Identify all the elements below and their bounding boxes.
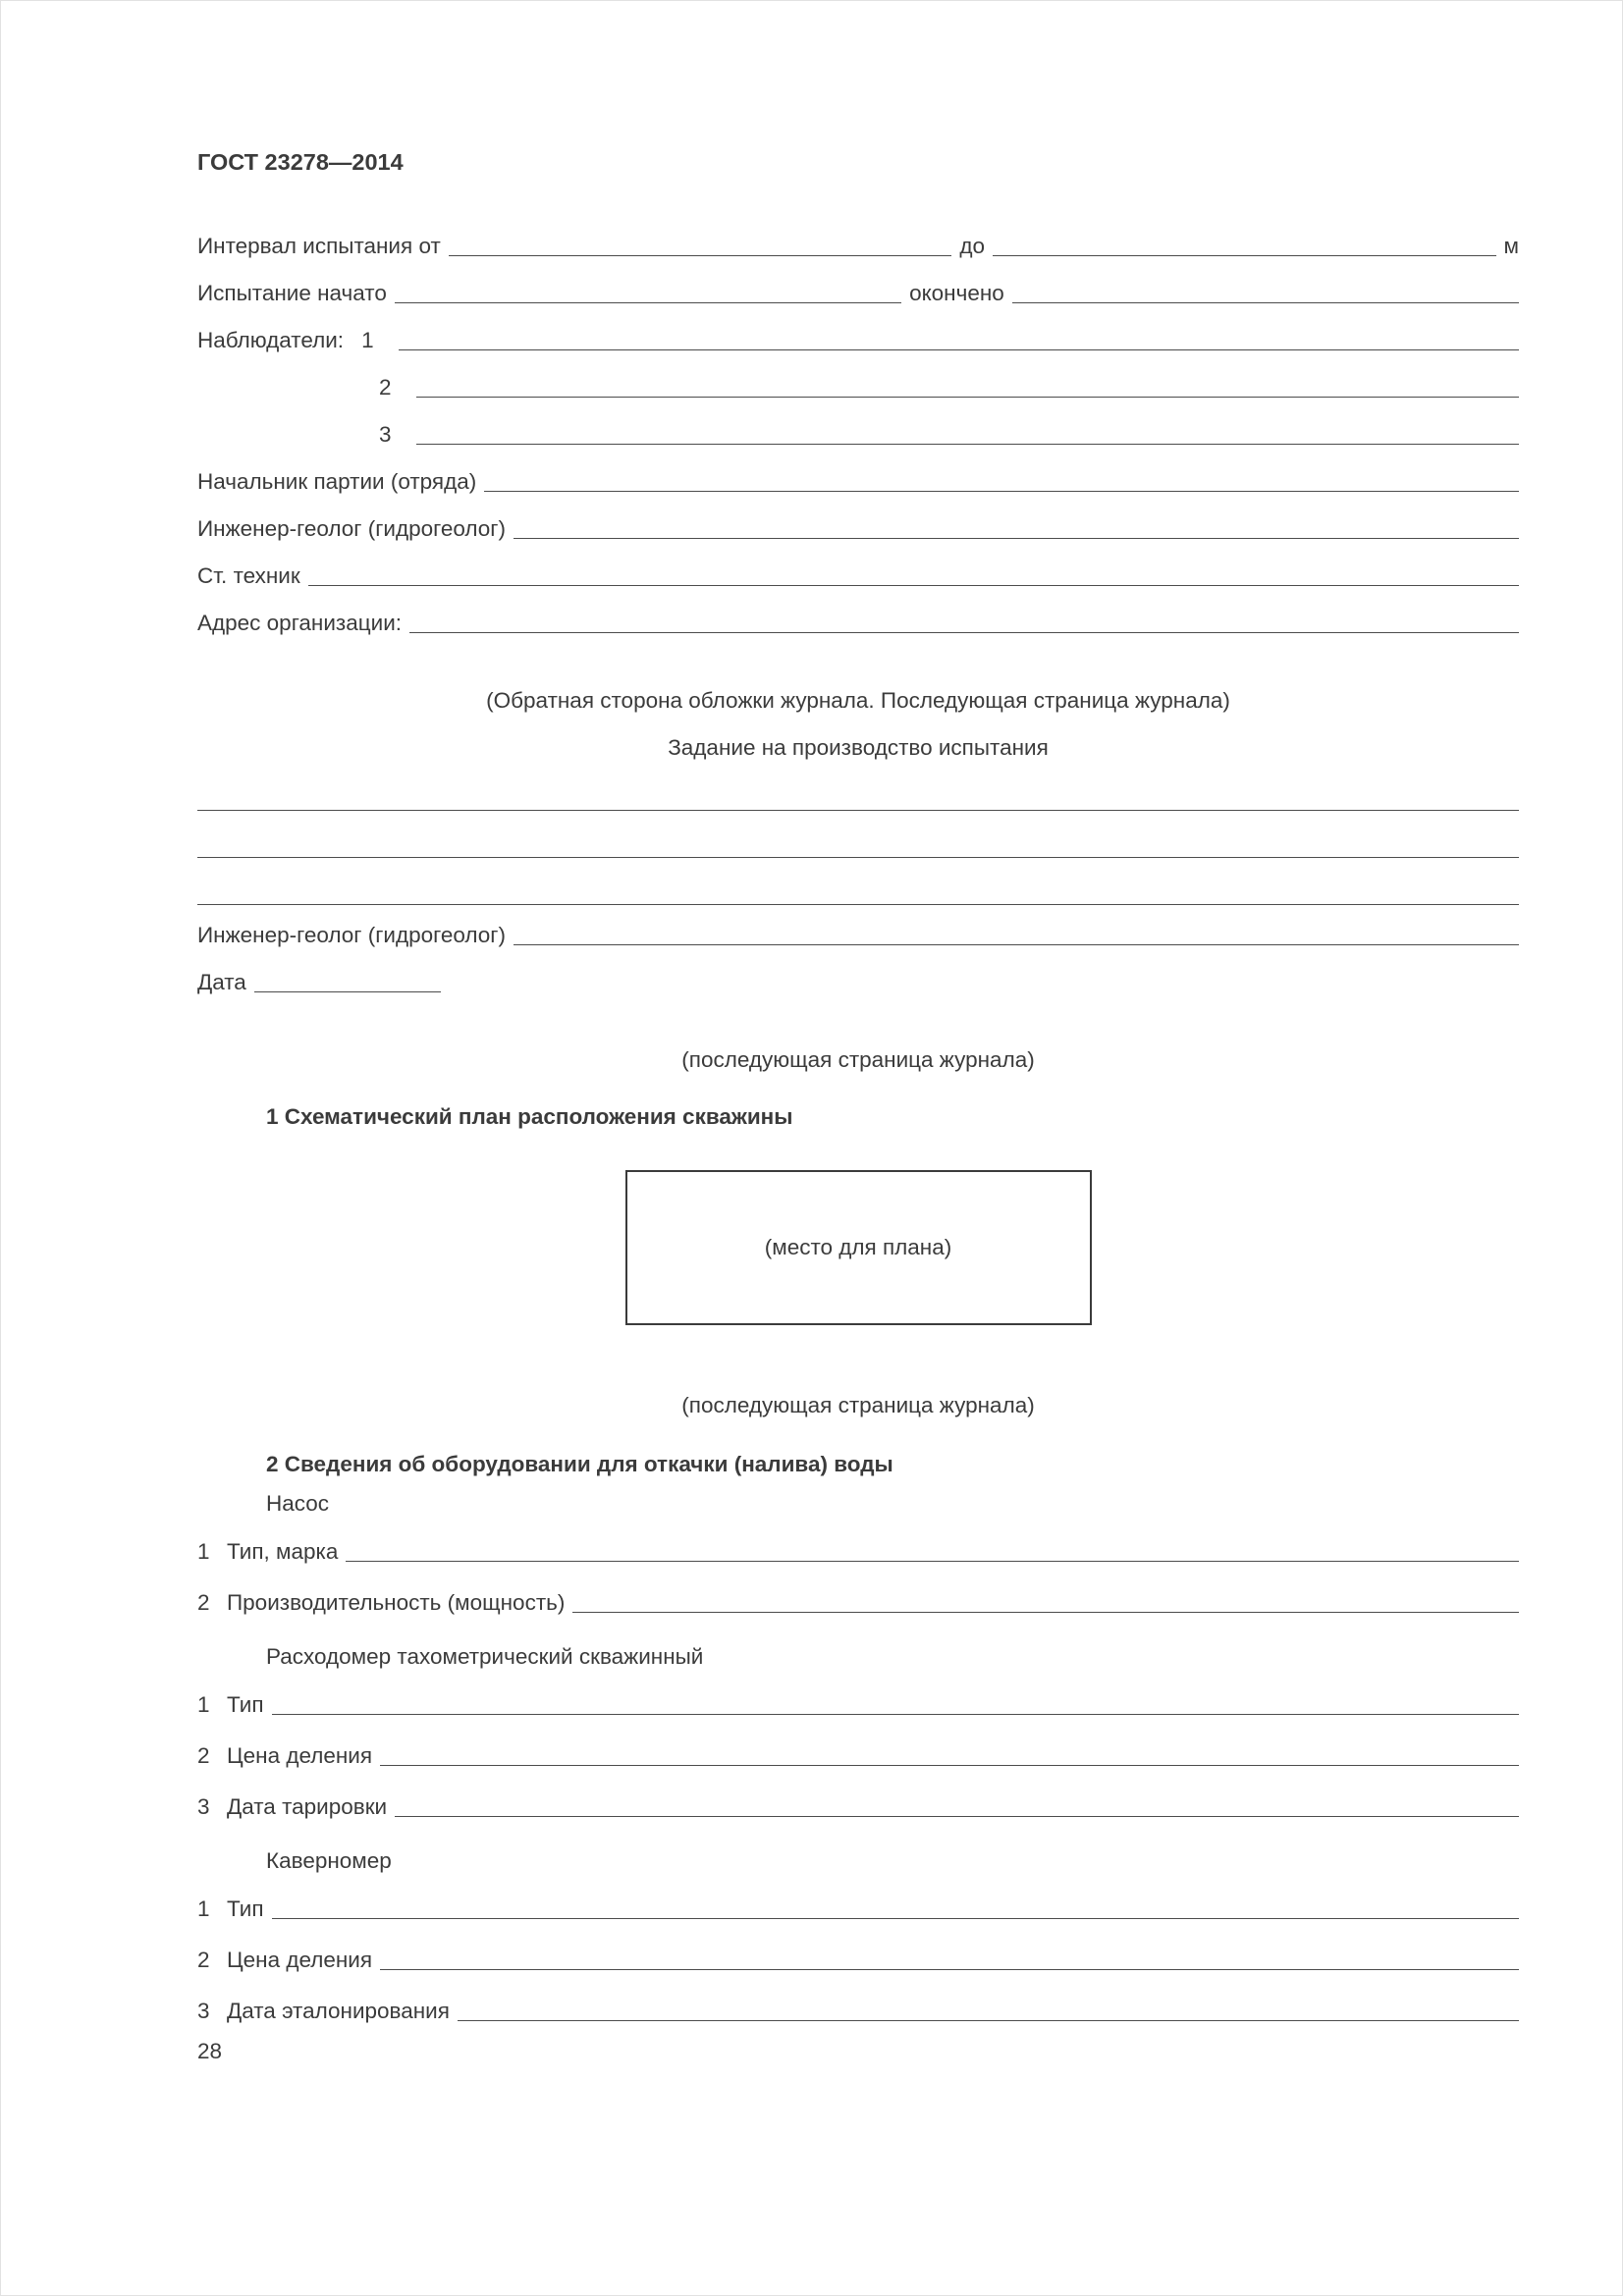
task-section-title: Задание на производство испытания xyxy=(668,735,1049,761)
blank-field-line xyxy=(197,811,1519,858)
blank-field-line xyxy=(572,1612,1519,1613)
blank-field-line xyxy=(395,302,901,303)
blank-field-line xyxy=(346,1561,1519,1562)
item-number: 3 xyxy=(197,1794,210,1820)
blank-field-line xyxy=(458,2020,1519,2021)
technician-label: Ст. техник xyxy=(197,563,300,589)
pump-type-label: Тип, марка xyxy=(227,1539,339,1565)
flowmeter-scale-label: Цена деления xyxy=(227,1743,373,1769)
form-row-observer-2 xyxy=(379,357,1519,404)
blank-field-line xyxy=(514,944,1519,945)
blank-field-line xyxy=(416,444,1519,445)
observer-number: 2 xyxy=(379,375,392,400)
section-1-title: 1 Схематический план расположения скважины xyxy=(266,1104,793,1130)
caliper-etalon-label: Дата эталонирования xyxy=(227,1999,450,2024)
note-next-page: (последующая страница журнала) xyxy=(681,1393,1035,1418)
blank-field-line xyxy=(272,1714,1519,1715)
form-row-caliper-etalon xyxy=(197,1977,1519,2028)
blank-field-line xyxy=(514,538,1519,539)
blank-field-line xyxy=(380,1765,1519,1766)
blank-field-line xyxy=(197,799,1519,811)
item-number: 1 xyxy=(197,1539,210,1565)
form-row-flowmeter-calibration xyxy=(197,1773,1519,1824)
blank-field-line xyxy=(380,1969,1519,1970)
plan-placeholder-text: (место для плана) xyxy=(764,1235,952,1260)
form-row-pump-capacity xyxy=(197,1569,1519,1620)
flowmeter-subsection-label xyxy=(266,1620,1519,1671)
form-row-observer-1 xyxy=(197,310,1519,357)
item-number: 3 xyxy=(197,1999,210,2024)
blank-field-line xyxy=(449,255,952,256)
form-row-test xyxy=(197,263,1519,310)
blank-field-line xyxy=(484,491,1519,492)
form-row-caliper-type xyxy=(197,1875,1519,1926)
flowmeter-label-text: Расходомер тахометрический скважинный xyxy=(266,1644,704,1670)
interval-label: Интервал испытания от xyxy=(197,234,441,259)
pump-label-text: Насос xyxy=(266,1491,330,1517)
note-next-page: (последующая страница журнала) xyxy=(681,1047,1035,1073)
observers-label: Наблюдатели: xyxy=(197,328,345,353)
plan-placeholder-box xyxy=(625,1170,1092,1325)
pump-capacity-label: Производительность (мощность) xyxy=(227,1590,566,1616)
interval-unit: м xyxy=(1503,234,1520,259)
engineer-sign-label: Инженер-геолог (гидрогеолог) xyxy=(197,923,506,948)
item-number: 2 xyxy=(197,1948,210,1973)
blank-field-line xyxy=(993,255,1496,256)
task-blank-lines xyxy=(197,799,1519,905)
blank-field-line xyxy=(399,349,1519,350)
item-number: 2 xyxy=(197,1590,210,1616)
blank-field-line xyxy=(395,1816,1519,1817)
address-label: Адрес организации: xyxy=(197,611,403,636)
caliper-subsection-label xyxy=(266,1824,1519,1875)
form-row-technician xyxy=(197,546,1519,593)
engineer-label: Инженер-геолог (гидрогеолог) xyxy=(197,516,506,542)
form-row-pump-type xyxy=(197,1518,1519,1569)
form-row-flowmeter-scale xyxy=(197,1722,1519,1773)
flowmeter-type-label: Тип xyxy=(227,1692,264,1718)
date-label: Дата xyxy=(197,970,246,995)
form-row-engineer-sign xyxy=(197,905,1519,952)
form-row-caliper-scale xyxy=(197,1926,1519,1977)
observer-number: 1 xyxy=(361,328,374,353)
form-row-date xyxy=(197,952,1519,999)
interval-mid-label: до xyxy=(959,234,985,259)
blank-field-line xyxy=(308,585,1519,586)
caliper-scale-label: Цена деления xyxy=(227,1948,373,1973)
form-row-address xyxy=(197,593,1519,640)
item-number: 1 xyxy=(197,1692,210,1718)
caliper-type-label: Тип xyxy=(227,1896,264,1922)
blank-field-line xyxy=(197,858,1519,905)
flowmeter-calibration-label: Дата тарировки xyxy=(227,1794,388,1820)
form-row-observer-3 xyxy=(379,404,1519,452)
test-end-label: окончено xyxy=(909,281,1004,306)
blank-field-line xyxy=(254,991,441,992)
blank-field-line xyxy=(1012,302,1519,303)
blank-field-line xyxy=(416,397,1519,398)
page-number: 28 xyxy=(197,2039,223,2064)
section-2-title: 2 Сведения об оборудовании для откачки (налива) воды xyxy=(266,1452,893,1477)
document-title: ГОСТ 23278—2014 xyxy=(197,149,404,175)
test-start-label: Испытание начато xyxy=(197,281,387,306)
item-number: 1 xyxy=(197,1896,210,1922)
form-row-engineer xyxy=(197,499,1519,546)
observer-number: 3 xyxy=(379,422,392,448)
pump-subsection-label xyxy=(266,1480,1519,1518)
chief-label: Начальник партии (отряда) xyxy=(197,469,477,495)
caliper-label-text: Каверномер xyxy=(266,1848,392,1874)
form-row-interval xyxy=(197,216,1519,263)
form-row-chief xyxy=(197,452,1519,499)
item-number: 2 xyxy=(197,1743,210,1769)
form-row-flowmeter-type xyxy=(197,1671,1519,1722)
note-cover-back: (Обратная сторона обложки журнала. Последующая страница журнала) xyxy=(486,688,1230,714)
blank-field-line xyxy=(409,632,1519,633)
blank-field-line xyxy=(272,1918,1519,1919)
